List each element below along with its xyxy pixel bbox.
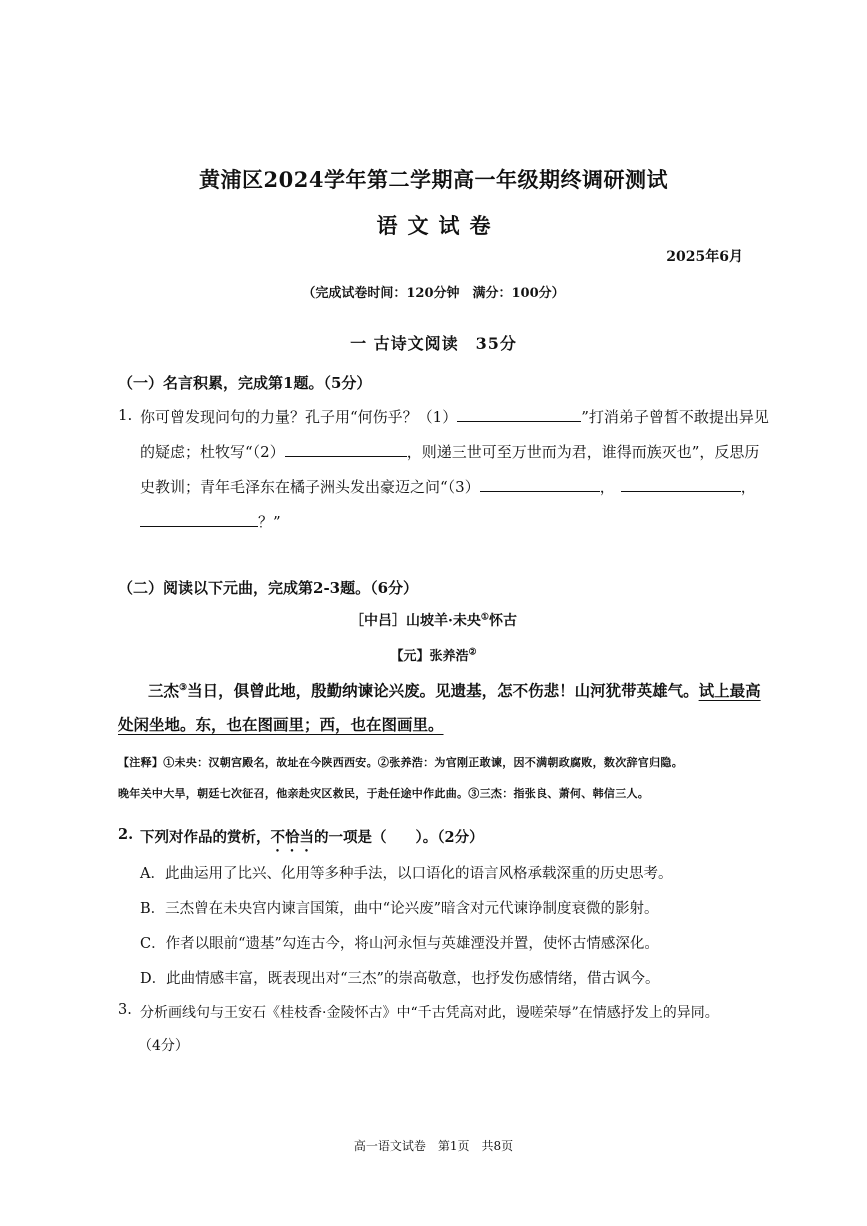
underlined-line-part-2: 处闲坐地。东，也在图画里；西，也在图画里。 [118, 715, 444, 734]
exam-title: 黄浦区2024学年第二学期高一年级期终调研测试 [199, 167, 668, 192]
q2-text-a: 下列对作品的赏析， [140, 829, 271, 846]
exam-date: 2025年6月 [666, 249, 743, 265]
poem-note-mark-3: ③ [179, 682, 188, 693]
part2-heading: （二）阅读以下元曲，完成第2-3题。（6分） [118, 579, 419, 597]
exam-subtitle: 语文试卷 [376, 213, 501, 238]
question-3-text: 分析画线句与王安石《桂枝香·金陵怀古》中“千古凭高对此，谩嗟荣辱”在情感抒发上的异同。 [140, 1005, 719, 1021]
poem-line-1 [148, 679, 761, 701]
q1-text-3c: ， [740, 478, 756, 496]
question-3-score: （4分） [138, 1038, 189, 1054]
question-2-stem [140, 826, 484, 855]
q1-text-1a: 你可曾发现问句的力量？孔子用“何伤乎？（1） [140, 408, 458, 426]
q1-text-3a: 史教训；青年毛泽东在橘子洲头发出豪迈之问“（3） [140, 478, 480, 496]
option-b[interactable]: B．三杰曾在未央宫内谏言国策，曲中“论兴废”暗含对元代谏诤制度衰微的影射。 [140, 901, 659, 917]
underlined-line-part-1: 试上最高 [698, 681, 761, 700]
annotation-line-1: 【注释】①未央：汉朝宫殿名，故址在今陕西西安。②张养浩：为官刚正敢谏，因不满朝政腐败，数次辞官归隐。 [118, 756, 683, 769]
question-1-line-3 [140, 476, 756, 497]
poem-author-text: 【元】张养浩 [390, 649, 469, 664]
poem-text-1a: 三杰 [148, 681, 180, 700]
question-1-line-1 [140, 406, 769, 427]
q1-text-1b: ”打消弟子曾皙不敢提出异见 [581, 408, 769, 426]
question-3-number: 3. [118, 1002, 132, 1018]
option-d[interactable]: D．此曲情感丰富，既表现出对“三杰”的崇高敬意，也抒发伤感情绪，借古讽今。 [140, 971, 660, 987]
question-1-number: 1. [118, 406, 133, 424]
question-1-line-4 [140, 511, 281, 532]
part1-heading: （一）名言积累，完成第1题。（5分） [118, 374, 372, 392]
answer-blank-1[interactable] [457, 407, 581, 422]
exam-time-info: （完成试卷时间：120分钟 满分：100分） [302, 286, 565, 301]
poem-title [0, 610, 867, 630]
question-2-number: 2. [118, 826, 134, 843]
answer-blank-2[interactable] [285, 442, 407, 457]
page-footer: 高一语文试卷 第1页 共8页 [353, 1139, 514, 1153]
section-title: 一 古诗文阅读 35分 [350, 334, 517, 353]
poem-title-text: ［中吕］山坡羊·未央 [350, 613, 481, 629]
poem-title-note-mark: ① [480, 612, 489, 623]
q2-text-b: 的一项是（ ）。（2分） [314, 829, 484, 846]
poem-text-1b: 当日，俱曾此地，殷勤纳谏论兴废。见遗基，怎不伤悲！山河犹带英雄气。 [187, 681, 699, 700]
q1-text-2b: ，则递三世可至万世而为君，谁得而族灭也”，反思历 [406, 443, 760, 461]
q2-emphasis: 不恰当 [270, 829, 314, 846]
q1-text-2a: 的疑虑；杜牧写“（2） [140, 443, 285, 461]
q1-text-4b: ？” [258, 513, 281, 531]
answer-blank-3c[interactable] [140, 512, 258, 527]
poem-author-note-mark: ② [468, 647, 477, 658]
annotation-line-2: 晚年关中大旱，朝廷七次征召，他亲赴灾区救民，于赴任途中作此曲。③三杰：指张良、萧何、韩信三人。 [118, 787, 650, 800]
answer-blank-3b[interactable] [621, 477, 741, 492]
q1-text-3b: ， [599, 478, 615, 496]
poem-author [0, 645, 867, 664]
poem-title-text-2: 怀古 [488, 613, 517, 629]
option-c[interactable]: C．作者以眼前“遗基”勾连古今，将山河永恒与英雄湮没并置，使怀古情感深化。 [140, 936, 659, 952]
option-a[interactable]: A．此曲运用了比兴、化用等多种手法，以口语化的语言风格承载深重的历史思考。 [140, 866, 673, 882]
question-1-line-2 [140, 441, 759, 462]
answer-blank-3a[interactable] [480, 477, 600, 492]
